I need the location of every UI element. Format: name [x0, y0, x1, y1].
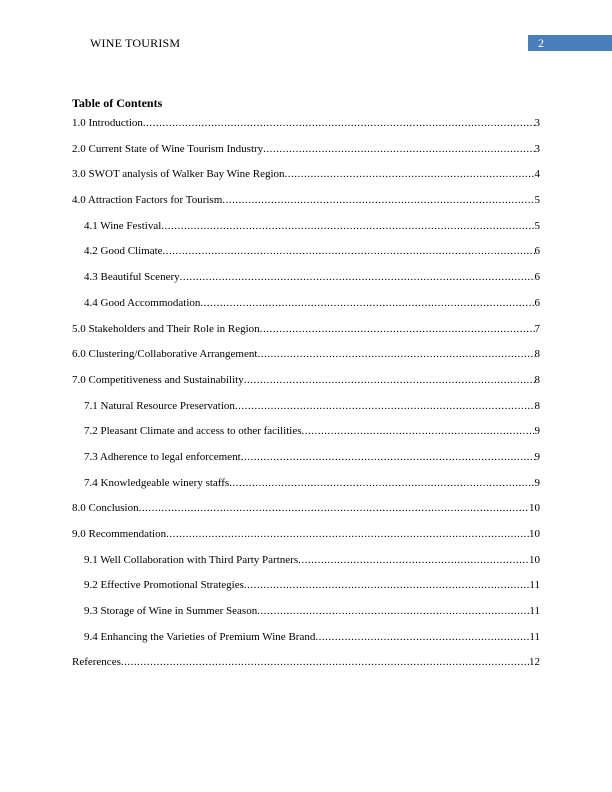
toc-entry[interactable] — [72, 475, 540, 501]
toc-entry-title: 7.2 Pleasant Climate and access to other facilities — [84, 425, 302, 438]
toc-entry-page: 8 — [534, 373, 540, 386]
toc-entry[interactable] — [72, 423, 540, 449]
toc-dot-leader — [263, 141, 534, 157]
toc-entry-title: 9.4 Enhancing the Varieties of Premium Wine Brand — [84, 630, 316, 643]
toc-entry[interactable] — [72, 398, 540, 424]
toc-entry-page: 10 — [529, 502, 540, 515]
toc-dot-leader — [121, 654, 529, 670]
toc-entry-title: 7.4 Knowledgeable winery staffs — [84, 476, 230, 489]
toc-entry-page: 8 — [534, 399, 540, 412]
toc-entry-page: 11 — [529, 605, 540, 618]
toc-dot-leader — [315, 629, 529, 645]
toc-dot-leader — [260, 321, 535, 337]
toc-entry[interactable] — [72, 577, 540, 603]
toc-entry-title: 9.3 Storage of Wine in Summer Season — [84, 605, 258, 618]
running-header-title: WINE TOURISM — [90, 36, 181, 50]
toc-dot-leader — [257, 603, 529, 619]
toc-entry-title: 1.0 Introduction — [72, 117, 143, 129]
toc-entry[interactable] — [72, 192, 540, 218]
toc-entry-title: 9.0 Recommendation — [72, 528, 167, 540]
table-of-contents — [72, 115, 540, 680]
toc-entry-title: 9.1 Well Collaboration with Third Party Partners — [84, 553, 299, 566]
toc-entry-title: 5.0 Stakeholders and Their Role in Region — [72, 322, 260, 335]
toc-entry-page: 3 — [534, 117, 540, 129]
toc-entry-page: 5 — [534, 219, 540, 232]
toc-entry[interactable] — [72, 449, 540, 475]
toc-entry-page: 8 — [534, 348, 540, 361]
toc-entry[interactable] — [72, 629, 540, 655]
toc-entry-page: 11 — [529, 630, 540, 643]
toc-entry-title: 4.3 Beautiful Scenery — [84, 271, 180, 284]
toc-entry-title: 7.3 Adherence to legal enforcement — [84, 450, 241, 463]
toc-dot-leader — [241, 449, 535, 465]
toc-entry-page: 6 — [534, 296, 540, 309]
toc-entry[interactable] — [72, 372, 540, 398]
toc-entry[interactable] — [72, 218, 540, 244]
toc-entry[interactable] — [72, 526, 540, 552]
toc-entry-title: 3.0 SWOT analysis of Walker Bay Wine Region — [72, 168, 285, 181]
toc-entry[interactable] — [72, 654, 540, 680]
toc-dot-leader — [229, 475, 534, 491]
toc-entry-title: 4.1 Wine Festival — [84, 219, 162, 232]
toc-entry[interactable] — [72, 500, 540, 526]
toc-dot-leader — [244, 372, 535, 388]
toc-dot-leader — [285, 166, 535, 182]
page-number-badge: 2 — [528, 35, 612, 51]
toc-entry-title: 4.4 Good Accommodation — [84, 296, 201, 309]
toc-entry-page: 10 — [529, 553, 540, 566]
toc-entry-title: 4.0 Attraction Factors for Tourism — [72, 194, 223, 207]
toc-dot-leader — [244, 577, 530, 593]
toc-entry-page: 9 — [534, 450, 540, 463]
toc-entry[interactable] — [72, 295, 540, 321]
toc-entry-title: 8.0 Conclusion — [72, 502, 139, 515]
toc-dot-leader — [143, 115, 535, 131]
toc-entry-page: 10 — [529, 528, 540, 540]
toc-entry[interactable] — [72, 166, 540, 192]
toc-dot-leader — [298, 552, 529, 568]
toc-entry-page: 6 — [534, 271, 540, 284]
toc-entry[interactable] — [72, 269, 540, 295]
toc-entry-page: 7 — [534, 322, 540, 335]
toc-entry[interactable] — [72, 552, 540, 578]
toc-dot-leader — [222, 192, 534, 208]
toc-entry-page: 4 — [534, 168, 540, 181]
toc-entry-page: 5 — [534, 194, 540, 207]
toc-dot-leader — [302, 423, 535, 439]
toc-dot-leader — [200, 295, 534, 311]
toc-dot-leader — [161, 218, 534, 234]
toc-entry-page: 11 — [529, 579, 540, 592]
toc-dot-leader — [235, 398, 535, 414]
toc-entry-page: 12 — [529, 656, 540, 669]
toc-entry[interactable] — [72, 603, 540, 629]
toc-entry-page: 9 — [534, 425, 540, 438]
toc-entry-page: 6 — [534, 245, 540, 258]
toc-dot-leader — [166, 526, 529, 542]
toc-entry-title: 7.1 Natural Resource Preservation — [84, 399, 235, 412]
toc-entry[interactable] — [72, 115, 540, 141]
toc-entry-title: 6.0 Clustering/Collaborative Arrangement — [72, 348, 258, 361]
toc-entry[interactable] — [72, 346, 540, 372]
toc-entry-title: 2.0 Current State of Wine Tourism Industry — [72, 142, 264, 155]
toc-entry-page: 9 — [534, 476, 540, 489]
toc-dot-leader — [163, 243, 535, 259]
toc-entry-title: References — [72, 656, 121, 669]
toc-entry-page: 3 — [534, 142, 540, 155]
toc-dot-leader — [180, 269, 535, 285]
toc-heading: Table of Contents — [72, 96, 163, 110]
toc-dot-leader — [139, 500, 529, 516]
toc-dot-leader — [257, 346, 534, 362]
toc-entry[interactable] — [72, 321, 540, 347]
toc-entry-title: 9.2 Effective Promotional Strategies — [84, 579, 244, 592]
toc-entry-title: 7.0 Competitiveness and Sustainability — [72, 373, 244, 386]
toc-entry[interactable] — [72, 243, 540, 269]
toc-entry-title: 4.2 Good Climate — [84, 245, 163, 258]
toc-entry[interactable] — [72, 141, 540, 167]
